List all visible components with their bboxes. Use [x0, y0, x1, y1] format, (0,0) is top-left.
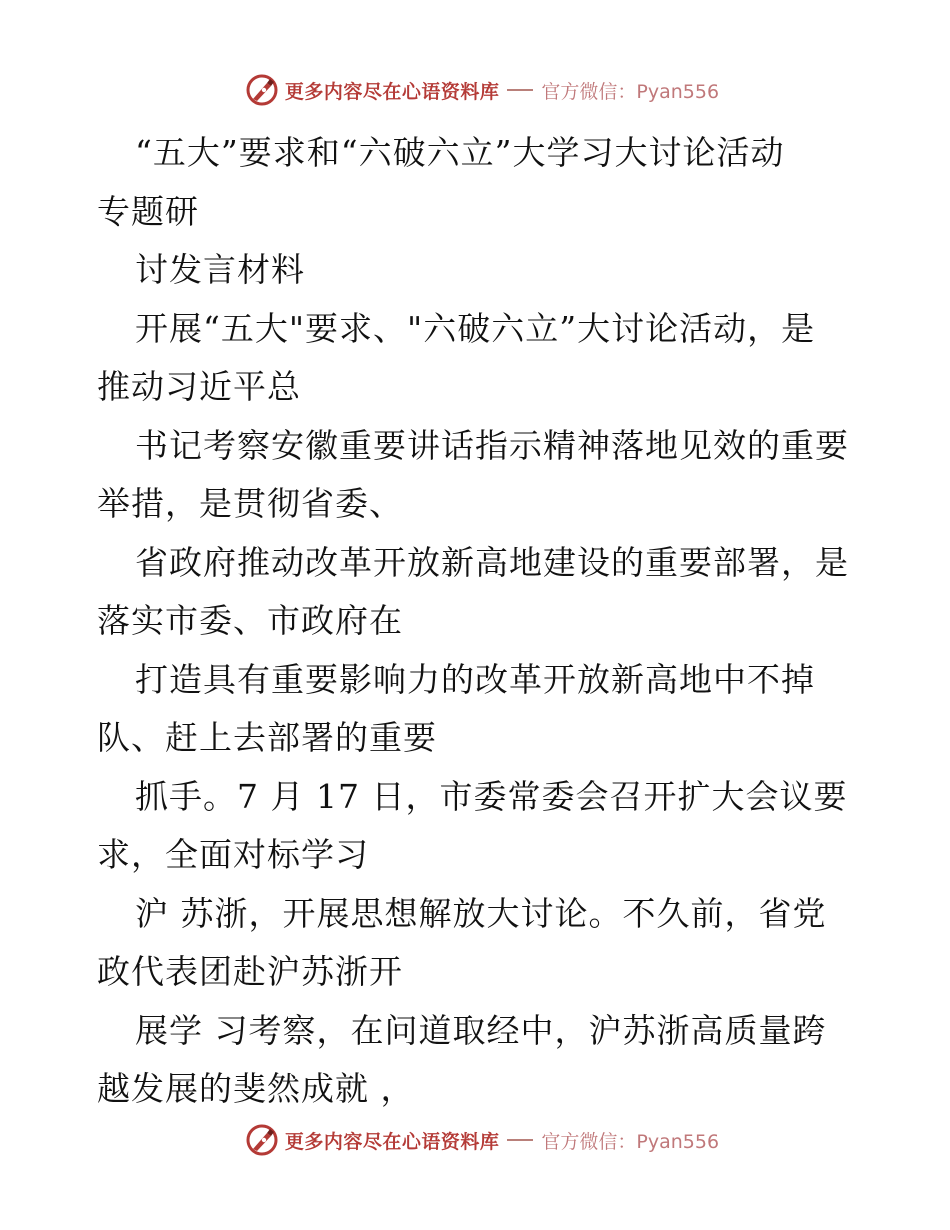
- document-body: [97, 124, 877, 1119]
- document-line: 政代表团赴沪苏浙开: [97, 952, 403, 991]
- document-line: 书记考察安徽重要讲话指示精神落地见效的重要: [135, 425, 849, 465]
- document-line: 求，全面对标学习: [97, 835, 369, 874]
- watermark-brand-text: 更多内容尽在心语资料库: [284, 80, 500, 103]
- document-line: 落实市委、市政府在: [97, 601, 403, 640]
- watermark-official-text: 官方微信：Pyan556: [541, 1130, 720, 1153]
- document-line: 抓手。7 月 17 日，市委常委会召开扩大会议要: [135, 776, 848, 816]
- document-line: 讨发言材料: [135, 250, 305, 289]
- watermark-official-text: 官方微信：Pyan556: [541, 80, 720, 103]
- document-line: 专题研: [97, 191, 199, 231]
- watermark-group: [245, 1123, 719, 1157]
- header-watermark: [0, 70, 950, 110]
- document-line: 沪 苏浙，开展思想解放大讨论。不久前，省党: [135, 893, 827, 933]
- pen-logo-icon: [245, 73, 279, 107]
- document-line: 打造具有重要影响力的改革开放新高地中不掉: [135, 659, 815, 699]
- document-line: 开展“五大"要求、"六破六立”大讨论活动，是: [135, 308, 816, 348]
- document-line: 展学 习考察，在问道取经中，沪苏浙高质量跨: [135, 1010, 827, 1050]
- document-line: “五大”要求和“六破六立”大学习大讨论活动: [135, 133, 785, 172]
- watermark-group: [245, 73, 719, 107]
- watermark-separator: [507, 89, 533, 91]
- document-line: 省政府推动改革开放新高地建设的重要部署，是: [135, 542, 849, 582]
- document-line: 推动习近平总: [97, 367, 301, 406]
- document-line: 举措，是贯彻省委、: [97, 484, 403, 523]
- document-line: 队、赶上去部署的重要: [97, 718, 437, 757]
- pen-logo-icon: [245, 1123, 279, 1157]
- watermark-separator: [507, 1139, 533, 1141]
- document-line: 越发展的斐然成就 ，: [97, 1069, 415, 1108]
- footer-watermark: [0, 1120, 950, 1160]
- watermark-brand-text: 更多内容尽在心语资料库: [284, 1130, 500, 1153]
